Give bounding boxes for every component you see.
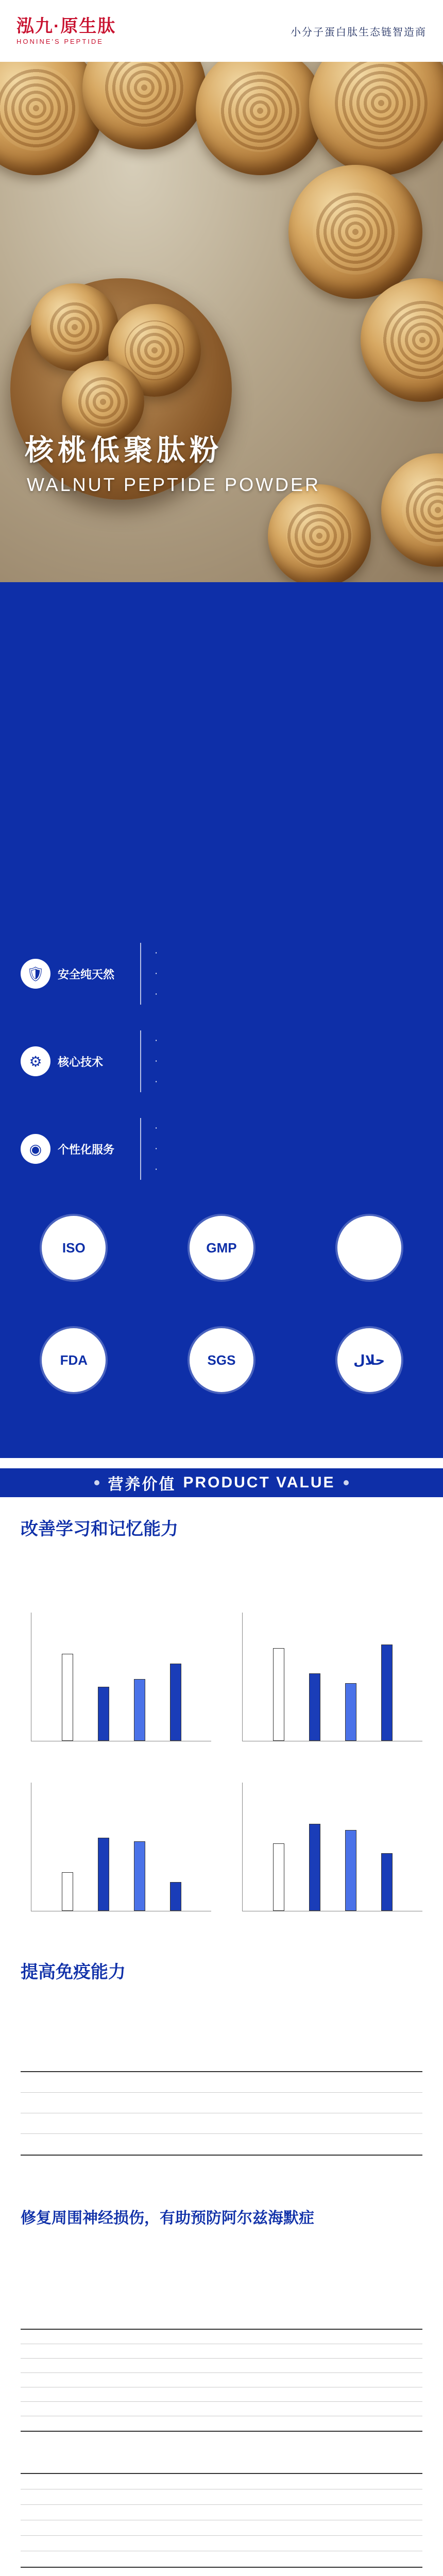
chart-bar [170, 1882, 181, 1911]
table-row [21, 2359, 422, 2373]
walnut-image [31, 283, 118, 371]
brand-name-cn: 泓九·原生肽 [16, 16, 116, 36]
product-intro-section [0, 582, 443, 1458]
feature-technology [21, 1030, 422, 1092]
memory-chart-2 [242, 1613, 422, 1741]
hero-image [0, 62, 443, 582]
iso-icon: ISO [42, 1216, 106, 1280]
table-row [21, 2551, 422, 2567]
table-row [21, 2474, 422, 2489]
chart-bar [345, 1683, 356, 1741]
walnut-image [268, 484, 371, 582]
table-row [21, 2093, 422, 2113]
decor-dot [344, 1480, 349, 1485]
product-title: 核桃低聚肽粉 [25, 434, 223, 466]
gear-icon: ⚙ [21, 1046, 50, 1076]
table-header-row [21, 2072, 422, 2093]
list-item [155, 1159, 158, 1180]
certification-seal-icon [337, 1216, 401, 1280]
memory-chart-4 [242, 1783, 422, 1911]
chart-bar [345, 1830, 356, 1911]
list-item [155, 1051, 158, 1072]
feature-label: 个性化服务 [58, 1143, 115, 1156]
halal-badge [295, 1328, 443, 1404]
table-row [21, 2373, 422, 2387]
list-item [155, 963, 158, 984]
feature-service [21, 1118, 422, 1180]
chart-bar [134, 1841, 145, 1911]
badge-caption [165, 1285, 278, 1292]
halal-icon: حلال [337, 1328, 401, 1392]
list-item [155, 1118, 158, 1139]
immunity-table [21, 2071, 422, 2156]
chart-bar [309, 1673, 320, 1741]
badge-caption [313, 1397, 426, 1404]
walnut-image [288, 165, 422, 299]
walnut-image [361, 278, 443, 402]
memory-chart-3 [31, 1783, 211, 1911]
fda-icon: FDA [42, 1328, 106, 1392]
decor-dot [94, 1480, 99, 1485]
list-item [155, 1072, 158, 1092]
table-row [21, 2505, 422, 2520]
memory-heading: 改善学习和记忆能力 [21, 1519, 178, 1539]
badge-caption [165, 1397, 278, 1404]
table-row [21, 2416, 422, 2431]
section-title-en: PRODUCT VALUE [183, 1474, 335, 1491]
chart-bar [134, 1679, 145, 1741]
certification-badges [0, 1216, 443, 1404]
walnut-image [196, 62, 325, 175]
gmp-icon: GMP [190, 1216, 253, 1280]
list-item [155, 1139, 158, 1159]
chart-bar [62, 1872, 73, 1911]
gmp-badge [148, 1216, 296, 1292]
nerve-heading: 修复周围神经损伤，有助预防阿尔兹海默症 [21, 2210, 314, 2227]
section-title-band [0, 1468, 443, 1497]
product-title-en: WALNUT PEPTIDE POWDER [27, 474, 321, 495]
certification-badge [295, 1216, 443, 1292]
feature-label: 核心技术 [58, 1055, 104, 1069]
brand-tagline: 小分子蛋白肽生态链智造商 [291, 26, 427, 38]
table-row [21, 2344, 422, 2359]
sgs-icon: SGS [190, 1328, 253, 1392]
brand-name-en: HONINE'S PEPTIDE [16, 37, 104, 45]
feature-list [140, 943, 158, 1005]
walnut-image [381, 453, 443, 567]
feature-list [140, 1118, 158, 1180]
target-icon: ◉ [21, 1134, 50, 1164]
iso-badge [0, 1216, 148, 1292]
table-row [21, 2520, 422, 2536]
brand-logo [16, 18, 116, 45]
chart-bar [273, 1648, 284, 1741]
table-row [21, 2134, 422, 2155]
chart-bar [381, 1645, 393, 1741]
list-item [155, 984, 158, 1005]
badge-caption [17, 1285, 130, 1292]
chart-bar [98, 1838, 109, 1911]
walnut-image [82, 62, 206, 149]
sgs-badge [148, 1328, 296, 1404]
table-row [21, 2113, 422, 2134]
section-title: 营养价值 [108, 1476, 176, 1493]
nerve-table-2 [21, 2473, 422, 2568]
list-item [155, 943, 158, 963]
badge-caption [17, 1397, 130, 1404]
shield-icon: 🛡 [21, 959, 50, 989]
chart-bar [62, 1654, 73, 1741]
chart-bar [309, 1824, 320, 1911]
chart-bar [273, 1843, 284, 1911]
chart-bar [170, 1664, 181, 1741]
fda-badge [0, 1328, 148, 1404]
chart-bar [98, 1687, 109, 1741]
feature-list [140, 1030, 158, 1092]
badge-caption [313, 1285, 426, 1292]
nerve-table-1 [21, 2329, 422, 2432]
table-row [21, 2536, 422, 2551]
table-row [21, 2402, 422, 2416]
immunity-heading: 提高免疫能力 [21, 1962, 126, 1982]
walnut-image [309, 62, 443, 175]
table-row [21, 2330, 422, 2344]
table-row [21, 2489, 422, 2505]
chart-bar [381, 1853, 393, 1911]
list-item [155, 1030, 158, 1051]
table-row [21, 2387, 422, 2402]
feature-safety [21, 943, 422, 1005]
feature-label: 安全纯天然 [58, 968, 115, 981]
page-header [0, 0, 443, 62]
memory-chart-1 [31, 1613, 211, 1741]
